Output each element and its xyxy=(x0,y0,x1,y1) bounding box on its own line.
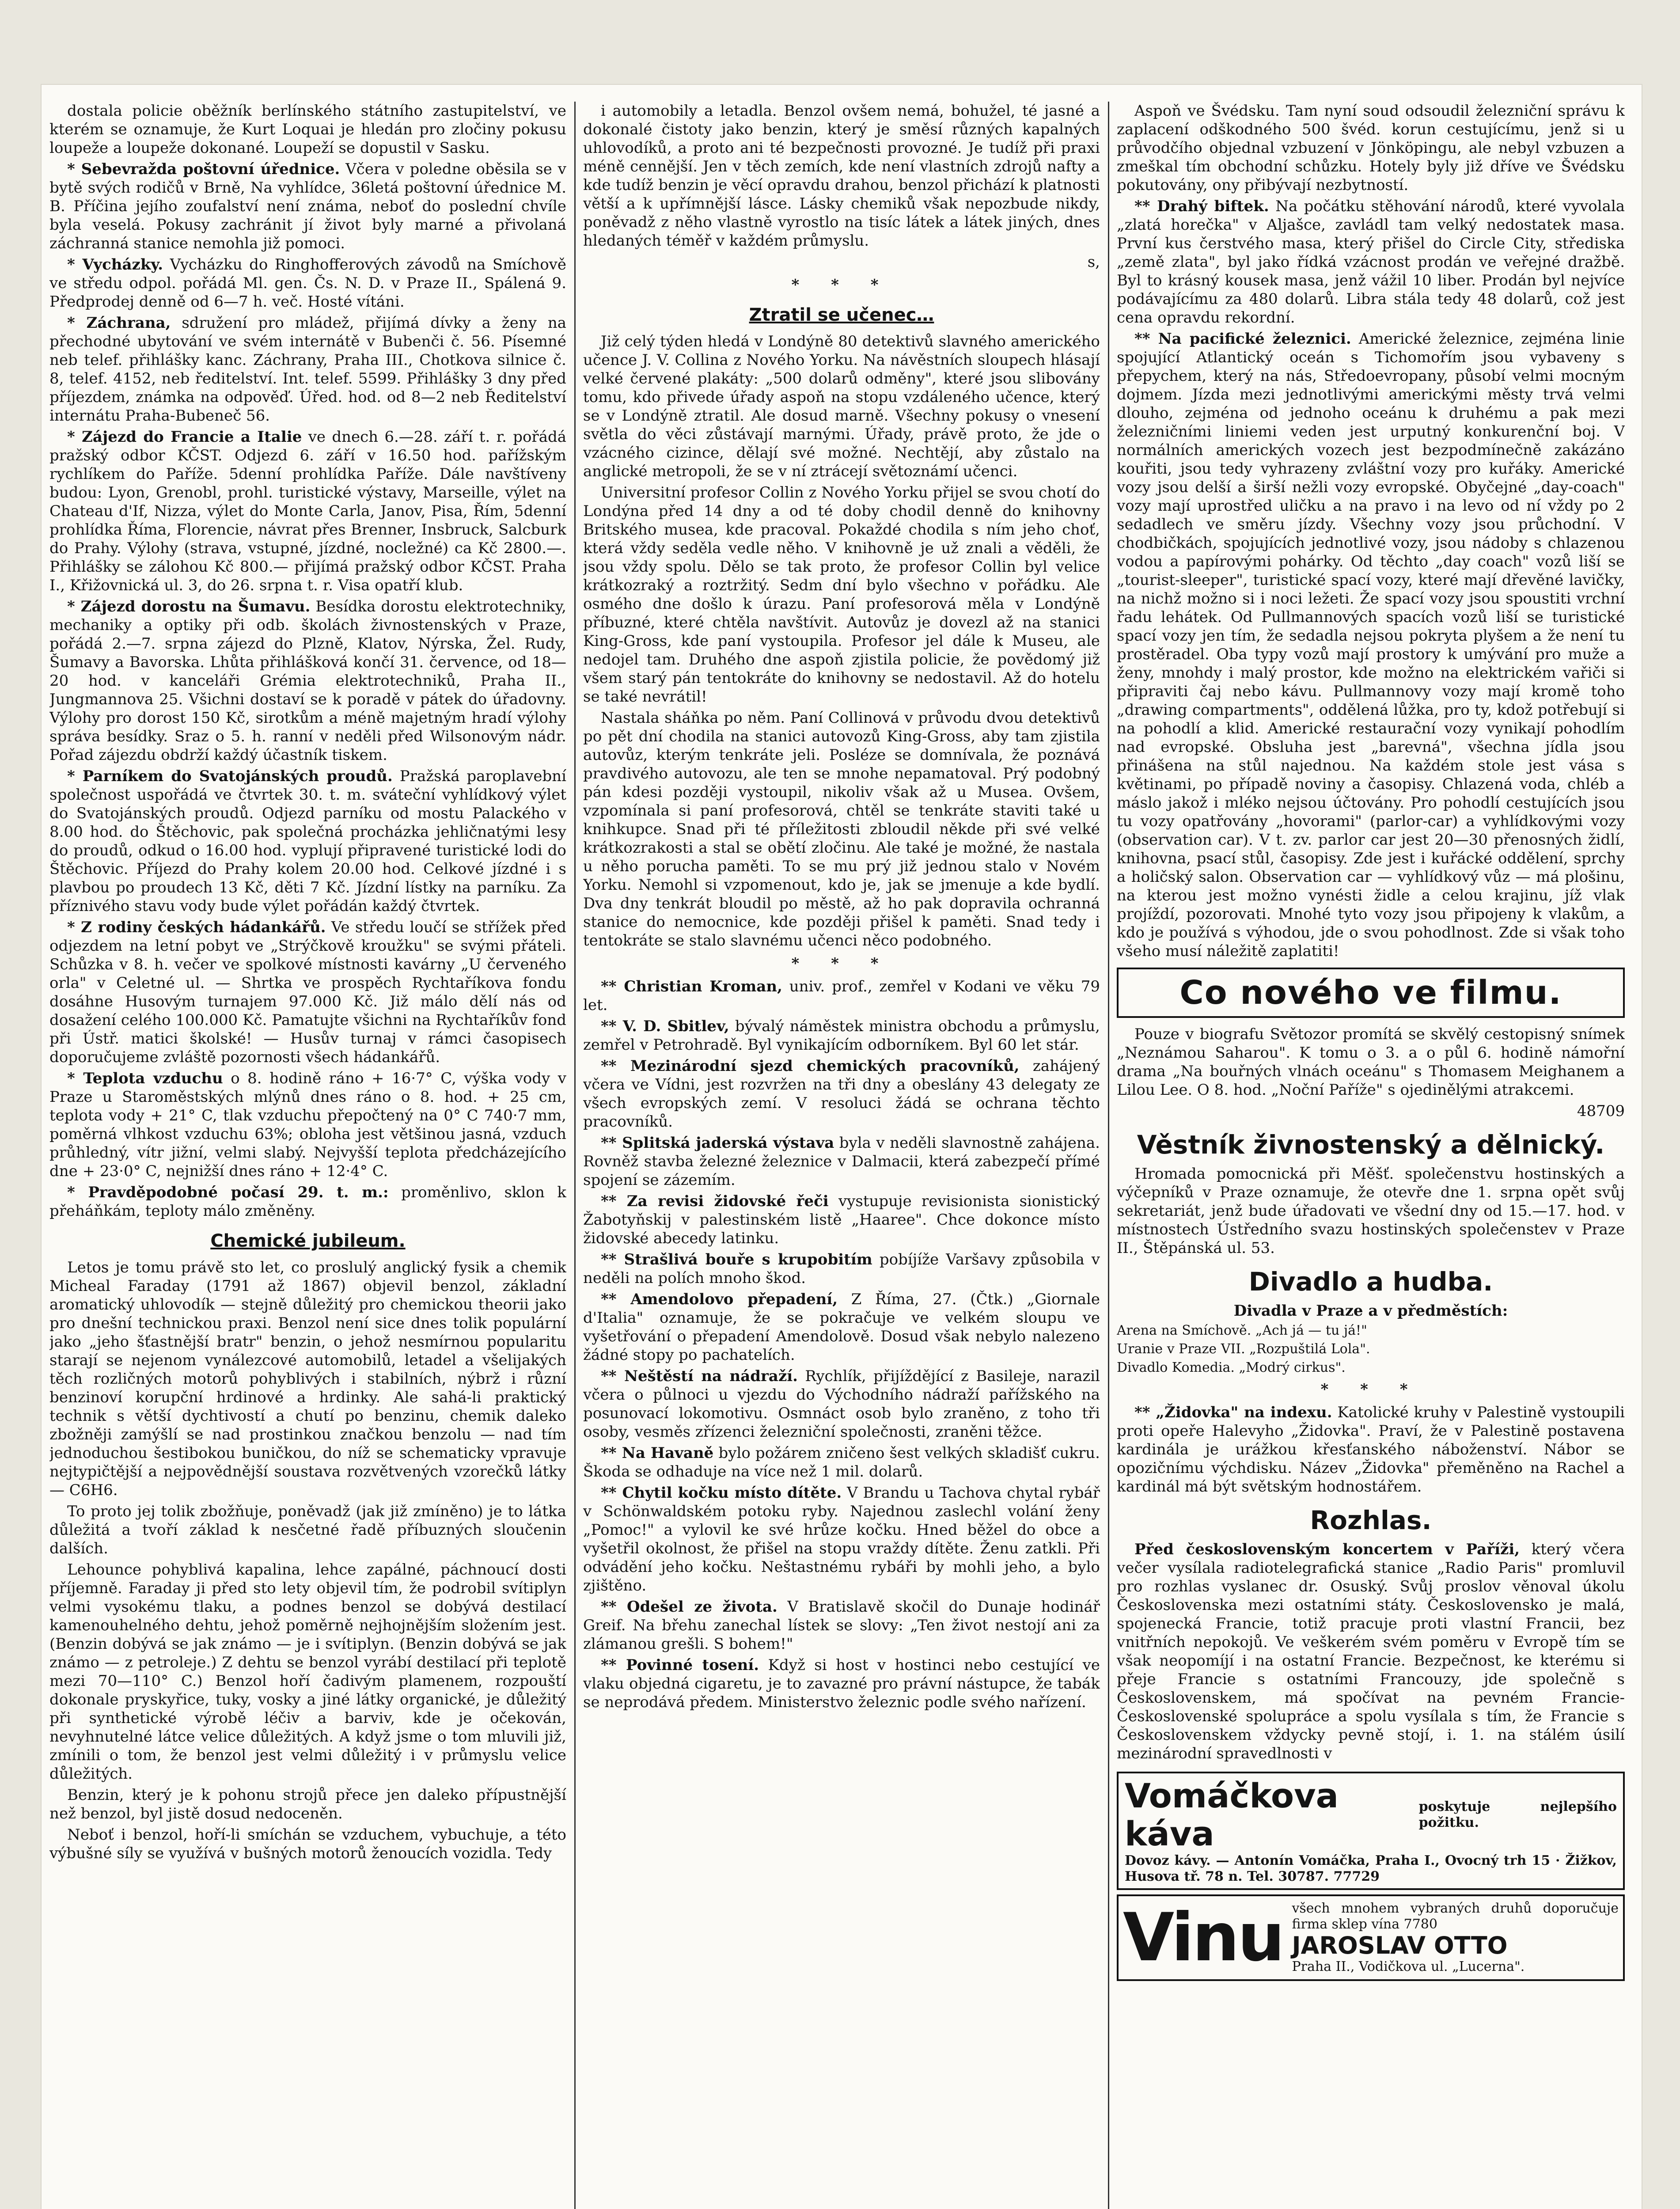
news-text: Pražská paroplavební společnost uspořádá ve čtvrtek 30. t. m. sváteční vyhlídkový výlet do Svatojánských proudů. Odjezd parníku od mostu Palackého v 8.00 hod. do Štěchovic, pak společná procházka jehličnatými lesy do proudů, odkud o 16.00 hod. vyplují připravené turistické lodi do Štěchovic. Příjezd do Prahy kolem 20.00 hod. Celkové jízdné i s plavbou po proudech 13 Kč, děti 7 Kč. Jízdní lístky na parníku. Za příznivého stavu vody bude výlet pořádán každý čtvrtek. xyxy=(49,767,566,915)
news-lead: ** Amendolovo přepadení, xyxy=(601,1290,838,1308)
separator-stars: * * * xyxy=(1320,1381,1421,1398)
news-lead: ** Drahý biftek. xyxy=(1134,197,1269,215)
news-lead: ** Mezinárodní sjezd chemických pracovníků, xyxy=(601,1057,1020,1075)
news-lead: * Vycházky. xyxy=(67,256,163,273)
news-lead: ** Splitská jaderská výstava xyxy=(601,1134,834,1152)
news-text: sdružení pro mládež, přijímá dívky a ženy na přechodné ubytování ve svém internátě v Bubenči č. 56. Písemné neb telef. přihlášky kanc. Záchrany, Praha III., Chotkova silnice č. 8, telef. 4152, neb ředitelství. Int. telef. 5599. Přihlášky 3 dny před příjezdem, známka na odpověď. Úřed. hod. od 8—2 neb Ředitelství internátu Praha-Bubeneč 56. xyxy=(49,314,566,425)
news-text: univ. prof., zemřel v Kodani ve věku 79 let. xyxy=(583,978,1100,1014)
news-lead: * Parníkem do Svatojánských proudů. xyxy=(67,767,393,785)
news-text: V Brandu u Tachova chytal rybář v Schönwaldském potoku ryby. Najednou zaslechl volání ženy „Pomoc!" a vylovil ke své hrůze kočku. Hned běžel do obce a vyšetřil okolnost, že přišel na stopu vraždy dítěte. Ženu zatkli. Při odvádění jeho kočku. Neštastnému rybáři by mohli jeho, a bylo zjištěno. xyxy=(583,1484,1100,1594)
news-text: Rychlík, přijíždějící z Basileje, narazil včera o půlnoci u vjezdu do Východního nádraží pařížského na posunovací lokomotivu. Osmnáct osob bylo zraněno, z toho tři osoby, vesměs zřízenci železniční společnosti, zraněni těžce. xyxy=(583,1367,1100,1441)
news-lead: * Sebevražda poštovní úřednice. xyxy=(67,160,340,178)
section-title-ztratil-se-ucenec: Ztratil se učenec… xyxy=(749,305,934,325)
news-text: ve dnech 6.—28. září t. r. pořádá pražský odbor KČST. Odjezd 6. září v 16.50 hod. pařížským rychlíkem do Paříže. 5denní prohlídka Paříže. Dále navštíveny budou: Lyon, Grenobl, prohl. turistické výstavy, Marseille, výlet na Chateau d'If, Nizza, výlet do Monte Carla, Janov, Pisa, Řím, 5denní prohlídka Říma, Florencie, návrat přes Brenner, Insbruck, Salcburk do Prahy. Výlohy (strava, vstupné, jízdné, nocležné) ca Kč 2800.—. Přihlášky se zálohou Kč 800.— přijímá pražský odbor KČST. Praha I., Křižovnická ul. 3, do 26. srpna t. r. Visa opatří klub. xyxy=(49,428,566,594)
news-lead: * Zájezd dorostu na Šumavu. xyxy=(67,598,311,615)
news-lead: ** Chytil kočku místo dítěte. xyxy=(601,1484,842,1502)
news-lead: ** Na pacifické železnici. xyxy=(1134,330,1351,348)
news-lead: * Teplota vzduchu xyxy=(67,1070,223,1087)
news-lead: ** Strašlivá bouře s krupobitím xyxy=(601,1251,872,1268)
news-text: Vycházku do Ringhofferových závodů na Smíchově ve středu odpol. pořádá Ml. gen. Čs. N. D. v Praze II., Spálená 9. Předprodej denně od 6—7 h. več. Hosté vítáni. xyxy=(49,256,566,311)
article-signature: s, xyxy=(1087,253,1100,271)
news-lead: * Z rodiny českých hádankářů. xyxy=(67,919,326,936)
article-paragraph: Hromada pomocnická při Měšť. společenstvu hostinských a výčepníků v Praze oznamuje, že otevře dne 1. srpna opět svůj sekretariát, jenž bude úřadovati ve všední dny od 15.—17. hod. v místnostech Ústředního svazu hostinských společenstev v Praze II., Štěpánská ul. 53. xyxy=(1117,1165,1625,1257)
advert-brand: Vomáčkova káva xyxy=(1125,1776,1339,1853)
article-paragraph: Letos je tomu právě sto let, co proslulý anglický fysik a chemik Micheal Faraday (1791 až 1867) objevil benzol, základní aromatický uhlovodík — stejně důležitý pro chemickou theorii jako pro dnešní technickou praxi. Benzol není sice dnes tolik populární jako „jeho šťastnější bratr" benzin, o jehož nesmírnou popularitu starají se nejenom vynálezcové automobilů, letadel a všelijakých těch rozličných motorů pohyblivých i stabilních, nýbrž i různí benzinoví korupční hrdinové a hrdinky. Ale sahá-li praktický technik s větší dychtivostí a chutí po benzinu, chemik daleko zbožněji zamýšlí se nad prostinkou značkou benzolu — nad tím jednoduchou šestibokou buničkou, do níž se schematicky vpravuje nejtypičtější a nejpovědnější soustava rozvětvených vzorečků látky — C6H6. xyxy=(49,1259,566,1499)
separator-stars: * * * xyxy=(791,276,892,294)
column-middle xyxy=(583,102,1100,2209)
article-paragraph: Lehounce pohyblivá kapalina, lehce zapálné, páchnoucí dosti příjemně. Faraday ji před sto lety objevil tím, že podrobil svítiplyn velmi vysokému tlaku, a podnes benzol se dobývá destilací kamenouhelného dehtu, jehož poměrně nejhojnějším složením jest. (Benzin dobývá se jak známo — je i svítiplyn. (Benzin dobývá se jak známo — z petroleje.) Z dehtu se benzol vyrábí destilací při teplotě mezi 70—110° C.) Benzol hoří čadivým plamenem, rozpouští dokonale pryskyřice, tuky, vosky a jiné látky organické, je důležitý při synthetické výrobě léčiv a barviv, kde je očekován, nevyhnutelné látce velice důležitých. A když jsme o tom mluvili již, zmínili o tom, že benzol jest velmi důležitý i v průmyslu velice důležitých. xyxy=(49,1561,566,1783)
article-paragraph: Aspoň ve Švédsku. Tam nyní soud odsoudil železniční správu k zaplacení odškodného 500 švéd. korun cestujícímu, jenž si u průvodčího objednal vzbuzení v Jönköpingu, ale nebyl vzbuzen a zmeškal tím obchodní schůzku. Hotely byly již dříve ve Švédsku pokutovány, ony přibývají nezbytností. xyxy=(1117,102,1625,194)
news-text: který včera večer vysílala radiotelegrafická stanice „Radio Paris" promluvil pro rozhlas vyslanec dr. Osuský. Svůj proslov věnoval úkolu Československa mezi ostatními státy. Československo je malá, spojenecká Francie, totiž pracuje proti vlastní Francii, bez vnitřních nepokojů. Ve veškerém svém poměru v Evropě tím se však neopomíjí i na ostatní Francie. Bezpečnost, ke kterému si přeje Francie s ostatními Francouzy, jde společně s Československem, má spočívat na pevném Francie-Československé spolupráce a spolu vysílala s tím, že Francie s Československem vždycky pevně stojí, i. 1. na stálém úsilí mezinárodní spravedlnosti v xyxy=(1117,1541,1625,1762)
section-title-co-noveho-ve-filmu: Co nového ve filmu. xyxy=(1179,974,1562,1012)
news-text: proměnlivo, sklon k přeháňkám, teploty málo změněny. xyxy=(49,1184,566,1220)
news-lead: * Záchrana, xyxy=(67,314,171,332)
theatre-listing: Divadlo Komedia. „Modrý cirkus". xyxy=(1117,1360,1346,1375)
column-left xyxy=(49,102,566,2209)
advert-company-name: JAROSLAV OTTO xyxy=(1292,1932,1508,1959)
separator-stars: * * * xyxy=(791,955,892,972)
news-text: vystupuje revisionista sionistický Žabotyňskij v palestinském listě „Haaree". Chce dokonce místo židovské abecedy latinku. xyxy=(583,1192,1100,1247)
news-text: Ve středu loučí se střížek před odjezdem na letní pobyt ve „Strýčkově kroužku" se svými přáteli. Schůzka v 8. h. večer ve spolkové místnosti kavárny „U červeného orla" v Celetné ul. — Shrtka ve prospěch Rychtaříkova fondu dosáhne Husovým turnajem 97.000 Kč. Již málo dělí nás od dosažení celého 100.000 Kč. Pamatujte všichni na Rychtaříkův fond při Ústř. matici školské! — Husův turnaj v rámci časopisech doporučujeme zvláště pozornosti všech hádankářů. xyxy=(49,919,566,1066)
news-text: Z Říma, 27. (Čtk.) „Giornale d'Italia" oznamuje, že se pokračuje ve velkém sloupu ve vyšetřování o přepadení Amendolově. Dosud však nebylo nalezeno žádné stopy po pachatelích. xyxy=(583,1290,1100,1364)
theatre-subtitle: Divadla v Praze a v předměstích: xyxy=(1233,1302,1508,1320)
news-text: Katolické kruhy v Palestině vystoupili proti opeře Halevyho „Židovka". Praví, že v Palestině postavena kardinála je urážkou křesťanského náboženství. Nábor se opozičnímu výchdisku. Název „Židovka" přeměněno na Rachel a kardinál má být světským hodnostářem. xyxy=(1117,1404,1625,1495)
film-notice: Pouze v biografu Světozor promítá se skvělý cestopisný snímek „Neznámou Saharou". K tomu o 3. a o půl 6. hodině námořní drama „Na bouřných vlnách oceánu" s Thomasem Meighanem a Lilou Lee. O 8. hod. „Noční Paříže" s ojedinělými atrakcemi. xyxy=(1117,1025,1625,1099)
news-lead: ** Povinné tosení. xyxy=(601,1656,759,1674)
news-lead: Před československým koncertem v Paříži, xyxy=(1134,1541,1520,1558)
news-lead: ** Odešel ze života. xyxy=(601,1598,777,1616)
news-text: bylo požárem zničeno šest velkých skladišť cukru. Škoda se odhaduje na více než 1 mil. dolarů. xyxy=(583,1444,1100,1480)
news-text: Americké železnice, zejména linie spojující Atlantický oceán s Tichomořím jsou vybaveny s přepychem, který na nás, Středoevropany, působí velmi mocným dojmem. Jízda mezi jednotlivými americkými městy trvá velmi dlouho, zejména od jednoho oceánu k druhému a pak mezi železničními liniemi veden jest urputný konkurenční boj. V normálních amerických vozech jest bezpodmínečně zakázáno kouřiti, jsou tedy vyhrazeny zvláštní vozy pro kuřáky. Americké vozy jsou delší a širší nežli vozy evropské. Obyčejné „day-coach" vozy mají uprostřed uličku a na pravo i na levo od ní vždy po 2 sedadlech ve směru jízdy. Všechny vozy jsou průchodní. V chodbičkách, spojujících jednotlivé vozy, jsou nádoby s chlazenou vodou a papírovými pohárky. Od těchto „day coach" vozů liší se „tourist-sleeper", turistické spací vozy, které mají dřevěné lavičky, na nichž možno si i noci ležeti. Že spací vozy jsou spoustiti vrchní řadu lehátek. Od Pullmannových spacích vozů liší se turistické spací vozy jen tím, že sedadla nejsou pokryta plyšem a že není tu prostěradel. Oba typy vozů mají prostory k umývání pro muže a ženy, mnohdy i malý prostor, kde možno na elektrickém vařiči si připraviti čaj nebo kávu. Pullmannovy vozy mají kromě toho „drawing compartments", oddělená lůžka, pro ty, kdož potřebují si na pohodlí a klid. Americké restaurační vozy vynikají pohodlím nad evropské. Obsluha jest „barevná", všechna jídla jsou přinášena na stůl najednou. Na každém stole jest vása s květinami, po případě noviny a časopisy. Chlazená voda, chléb a máslo jakož i mléko nejsou účtovány. Pro pohodlí cestujících jsou tu vozy opatřovány „hovorami" (parlor-car) a vyhlídkovými vozy (observation car). V t. zv. parlor car jest 20—30 přenosných židlí, knihovna, psací stůl, časopisy. Zde jest i kuřácké oddělení, sprchy a holičský salon. Observation car — vyhlídkový vůz — má plošinu, na kterou jest možno vynésti židle a celou krajinu, jíž vlak projíždí, pozorovati. Mnohé tyto vozy jsou připojeny k vlakům, a kdo je používá s výhodou, jde o svou pohodlnost. Zde si však toho všeho musí náležitě zaplatiti! xyxy=(1117,330,1625,960)
advert-logo-vinu: Vinu xyxy=(1123,1899,1283,1976)
article-paragraph: Již celý týden hledá v Londýně 80 detektivů slavného amerického učence J. V. Collina z Nového Yorku. Na návěstních sloupech hlásají velké červené plakáty: „500 dolarů odměny", které jsou slibovány tomu, kdo přivede úřady aspoň na stopu vzdáleného učence, který se v Londýně ztratil. Ale dosud marně. Všechny pokusy o vnesení světla do věci zůstávají marnými. Úřady, právě proto, že jde o vzácného cizince, dělají své možné. Nechtějí, aby zůstalo na anglické metropoli, že se v ní ztrácejí světoznámí učenci. xyxy=(583,333,1100,480)
news-text: pobíjíže Varšavy způsobila v neděli na polích mnoho škod. xyxy=(583,1251,1100,1287)
section-title-rozhlas: Rozhlas. xyxy=(1310,1505,1432,1535)
news-text: Když si host v hostinci nebo cestující ve vlaku objedná cigaretu, je to zavazné pro právní nástupce, že tabák se neprodává předem. Ministerstvo železnic podle svého nařízení. xyxy=(583,1656,1100,1711)
article-paragraph: dostala policie oběžník berlínského státního zastupitelství, ve kterém se oznamuje, že Kurt Loquai je hledán pro zločiny pokusu loupeže a loupeže dokonané. Loupeží se dopustil v Sasku. xyxy=(49,102,566,157)
column-rule xyxy=(574,102,576,2209)
news-lead: ** V. D. Sbitlev, xyxy=(601,1017,729,1035)
news-text: bývalý náměstek ministra obchodu a průmyslu, zemřel v Petrohradě. Byl vynikajícím odborníkem. Byl 60 let stár. xyxy=(583,1017,1100,1054)
advert-address: Dovoz kávy. — Antonín Vomáčka, Praha I., Ovocný trh 15 · Žižkov, Husova tř. 78 n. Tel. 30787. 77729 xyxy=(1125,1853,1617,1884)
column-right xyxy=(1117,102,1625,2209)
article-paragraph: Neboť i benzol, hoří-li smíchán se vzduchem, vybuchuje, a této výbušné síly se využívá v bušných motorů ženoucích vozidla. Tedy xyxy=(49,1826,566,1862)
news-lead: ** Neštěstí na nádraží. xyxy=(601,1367,798,1385)
article-paragraph: To proto jej tolik zbožňuje, poněvadž (jak již zmíněno) je to látka důležitá a tvoří základ k nesčetné řadě příbuzných sloučenin dalších. xyxy=(49,1503,566,1557)
news-text: V Bratislavě skočil do Dunaje hodinář Greif. Na břehu zanechal lístek se slovy: „Ten život nestojí ani za zlámanou grešli. S bohem!" xyxy=(583,1598,1100,1653)
section-title-divadlo-a-hudba: Divadlo a hudba. xyxy=(1248,1267,1493,1297)
section-title-vestnik: Věstník živnostenský a dělnický. xyxy=(1137,1130,1605,1160)
news-text: zahájený včera ve Vídni, jest rozvržen na tři dny a obeslány 43 delegaty ze všech evropských zemí. V resoluci žádá se ochrana těchto pracovníků. xyxy=(583,1057,1100,1131)
news-text: byla v neděli slavnostně zahájena. Rovněž stavba železné železnice v Dalmacii, která zabezpečí přímé spojení se zázemím. xyxy=(583,1134,1100,1189)
news-lead: ** Za revisi židovské řeči xyxy=(601,1192,829,1210)
ad-number: 48709 xyxy=(1577,1102,1625,1120)
newspaper-page xyxy=(41,84,1642,2209)
news-lead: ** „Židovka" na indexu. xyxy=(1134,1404,1332,1421)
news-lead: * Pravděpodobné počasí 29. t. m.: xyxy=(67,1184,389,1201)
film-section-box xyxy=(1117,968,1625,1018)
article-paragraph: Benzin, který je k pohonu strojů přece jen daleko přípustnější než benzol, byl jistě dosud nedoceněn. xyxy=(49,1786,566,1822)
news-text: o 8. hodině ráno + 16·7° C, výška vody v Praze u Staroměstských mlýnů dnes ráno o 8. hod. + 25 cm, teplota vody + 21° C, tlak vzduchu přepočtený na 0° C 740·7 mm, poměrná vlhkost vzduchu 63%; obloha jest většinou jasná, vzduch průhledný, vítr jižní, velmi slabý. Nejvyšší teplota předcházejícího dne + 23·0° C, nejnižší dnes ráno + 12·4° C. xyxy=(49,1070,566,1180)
news-lead: ** Na Havaně xyxy=(601,1444,714,1462)
advert-jaroslav-otto-wine xyxy=(1117,1894,1625,1981)
news-text: Včera v poledne oběsila se v bytě svých rodičů v Brně, Na vyhlídce, 36letá poštovní úřednice M. B. Příčina jejího zoufalství není známa, neboť do poslední chvíle byla veselá. Pokusy zachránit jí život byly marné a přivolaná záchranná stanice nemohla již pomoci. xyxy=(49,160,566,252)
news-lead: ** Christian Kroman, xyxy=(601,978,782,995)
advert-tagline: všech mnohem vybraných druhů doporučuje firma sklep vína 7780 xyxy=(1292,1901,1619,1932)
article-paragraph: Nastala sháňka po něm. Paní Collinová v průvodu dvou detektivů po pět dní chodila na stanici autovozů King-Gross, aby tam zjistila autovůz, kterým tenkráte jeli. Posléze se domnívala, že poznává pravdivého autovozu, ale ten se mnohe nepamatoval. Prý podobný pán kdesi později vystoupil, nikoliv však až u Musea. Ovšem, vzpomínala si paní profesorová, chtěl se tenkráte staviti také u knihkupce. Snad při té příležitosti zbloudil někde při své velké krátkozrakosti a stal se obětí zločinu. Ale také je možné, že nastala u něho porucha paměti. To se mu prý již jednou stalo v Novém Yorku. Nemohl si vzpomenout, kdo je, jak se jmenuje a kde bydlí. Dva dny tenkrát bloudil po městě, až ho pak dopravila ochranná stanice do nemocnice, kde později přišel k paměti. Snad tedy i tentokráte se stalo slavnému učenci něco podobného. xyxy=(583,709,1100,949)
theatre-listing: Arena na Smíchově. „Ach já — tu já!" xyxy=(1117,1323,1367,1338)
theatre-listing: Uranie v Praze VII. „Rozpuštilá Lola". xyxy=(1117,1341,1370,1357)
advert-address: Praha II., Vodičkova ul. „Lucerna". xyxy=(1292,1959,1525,1974)
news-text: Besídka dorostu elektrotechniky, mechaniky a optiky při odb. školách živnostenských v Praze, pořádá 2.—7. srpna zájezd do Plzně, Klatov, Nýrska, Žel. Rudy, Šumavy a Bavorska. Lhůta přihlášková končí 31. července, od 18—20 hod. v kanceláři Grémia elektrotechniků, Praha II., Jungmannova 25. Všichni dostaví se k poradě v pátek do úřadovny. Výlohy pro dorost 150 Kč, sirotkům a méně majetným hradí výlohy správa besídky. Sraz o 5. h. ranní v neděli před Wilsonovým nádr. Pořad zájezdu obdrží každý účastník tiskem. xyxy=(49,598,566,764)
article-paragraph: Universitní profesor Collin z Nového Yorku přijel se svou chotí do Londýna před 14 dny a od té doby chodil denně do knihovny Britského musea, kde pracoval. Pokaždé chodila s ním jeho choť, která vždy seděla vedle něho. V knihovně je už znali a věděli, že jsou vždy spolu. Dělo se tak proto, že profesor Collin byl velice krátkozraký a roztržitý. Sedm dní bylo všechno v pořádku. Ale osmého dne došlo k úrazu. Paní profesorová měla v Londýně příbuzné, které chtěla navštívit. Autovůz je dovezl až na stanici King-Gross, kde paní vystoupila. Profesor jel dále k Museu, ale nedojel tam. Druhého dne aspoň zjistila policie, že povědomý již všem starý pán tentokráte do knihovny se nedostavil. Až do hotelu se také nevrátil! xyxy=(583,484,1100,706)
article-paragraph: i automobily a letadla. Benzol ovšem nemá, bohužel, té jasné a dokonalé čistoty jako benzin, který je směsí různých kapalných uhlovodíků, a proto ani té bezpečnosti provozné. Je tudíž při praxi méně cennější. Jen v těch zemích, kde není vlastních zdrojů nafty a kde tudíž benzin je věcí opravdu drahou, benzol přichází k platnosti větší a k upřímnější lásce. Lásky chemiků však nepozbude nikdy, poněvadž z něho vlastně vyrostlo na tisíc látek a látek jiných, dnes hledaných téměř v každém průmyslu. xyxy=(583,102,1100,250)
news-text: Na počátku stěhování národů, které vyvolala „zlatá horečka" v Aljašce, zavládl tam velký nedostatek masa. První kus čerstvého masa, který přišel do Circle City, střediska „země zlata", byl jako řídká vzácnost prodán ve veřejné dražbě. Byl to krásný kousek masa, jenž vážil 10 liber. Prodán byl nejvíce podávajícímu za 480 dolarů. Libra stála tedy 48 dolarů, což jest cena opravdu rekordní. xyxy=(1117,197,1625,326)
column-rule xyxy=(1108,102,1109,2209)
section-title-chemicke-jubileum: Chemické jubileum. xyxy=(210,1231,406,1251)
news-lead: * Zájezd do Francie a Italie xyxy=(67,428,302,446)
advert-slogan: poskytuje nejlepšího požitku. xyxy=(1418,1799,1617,1830)
advert-vomacka-coffee xyxy=(1117,1772,1625,1890)
